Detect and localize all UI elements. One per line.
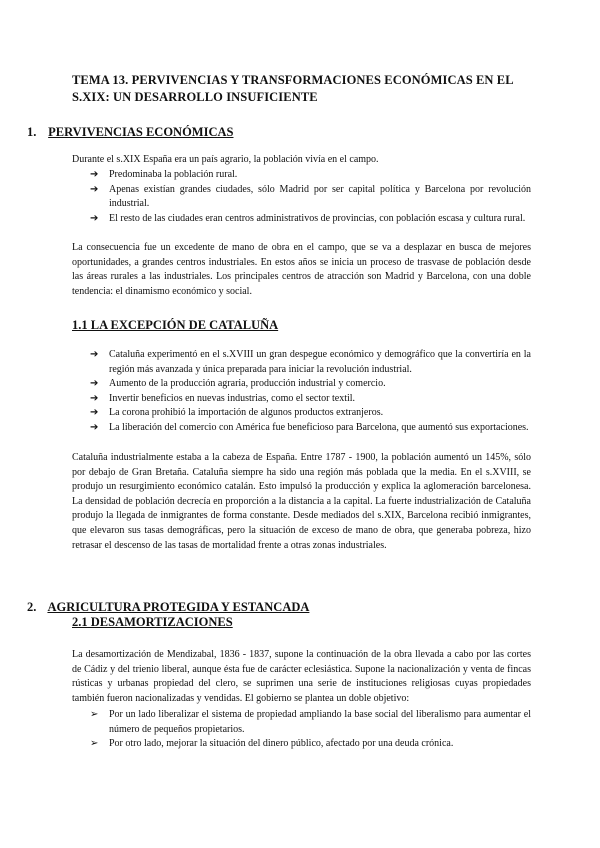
section-1-bullet-list xyxy=(90,168,531,226)
subsection-1-1-bullet-list xyxy=(90,348,531,436)
chevron-bullet-icon: ➢ xyxy=(90,709,99,720)
subsection-2-1-paragraph: La desamortización de Mendizabal, 1836 - 1837, supone la continuación de la obra llevada a cabo por las cortes de Cádiz y del trienio liberal, aunque ésta fue de carácter eclesiástica. Supone la nacionalización y venta de fincas rústicas y urbanas propiedad del clero, se suprimen una serie de instituciones religiosas cuyas propiedades también fueron nacionalizadas y vendidas. El gobierno se plantea un doble objetivo: xyxy=(72,649,531,704)
list-item: ➔ El resto de las ciudades eran centros administrativos de provincias, con población escasa y cultura rural. xyxy=(90,212,531,227)
subsection-2-1-bullet-list xyxy=(90,708,531,752)
arrow-bullet-icon: ➔ xyxy=(90,378,99,390)
section-2-heading xyxy=(27,599,309,615)
list-item: ➔ La corona prohibió la importación de algunos productos extranjeros. xyxy=(90,406,531,421)
arrow-bullet-icon: ➔ xyxy=(90,392,99,404)
list-item: ➔ Invertir beneficios en nuevas industrias, como el sector textil. xyxy=(90,392,531,407)
chevron-bullet-icon: ➢ xyxy=(90,738,99,750)
arrow-bullet-icon: ➔ xyxy=(90,349,99,360)
section-1-paragraph: La consecuencia fue un excedente de mano de obra en el campo, que se va a desplazar en busca de mejores oportunidades, a grandes centros industriales. En estos años se inicia un proceso de trasvase de población desde las áreas rurales a las industriales. Los principales centros de atracción son Madrid y Barcelona, con una doble tendencia: el dinamismo económico y social. xyxy=(72,242,531,297)
section-1-number: 1. xyxy=(27,125,37,139)
subsection-1-1-heading: 1.1 LA EXCEPCIÓN DE CATALUÑA xyxy=(72,318,279,332)
section-1-intro: Durante el s.XIX España era un país agrario, la población vivía en el campo. xyxy=(72,154,379,165)
section-2-number: 2. xyxy=(27,600,37,614)
subsection-1-1-paragraph: Cataluña industrialmente estaba a la cabeza de España. Entre 1787 - 1900, la población aumentó un 145%, sólo por debajo de Gran Bretaña. Cataluña siempre ha sido una región más poblada que la media. En el s.XVIII, se produjo un resurgimiento económico catalán. Esto impulsó la producción y explica la aglomeración barcelonesa. La densidad de población decrecía en proporción a la distancia a la capital. La fuerte industrialización de Cataluña produjo la llegada de inmigrantes de forma constante. Desde mediados del s.XIX, Barcelona recibió inmigrantes, que elevaron sus tasas demográficas, pero la situación de exceso de mano de obra, que generaba pobreza, hizo retrasar el descenso de las tasas de mortalidad frente a otras zonas industriales. xyxy=(72,452,531,551)
list-item: ➔ La liberación del comercio con América fue beneficioso para Barcelona, que aumentó sus exportaciones. xyxy=(90,421,531,436)
arrow-bullet-icon: ➔ xyxy=(90,407,99,419)
list-item: ➔ Apenas existían grandes ciudades, sólo Madrid por ser capital política y Barcelona por revolución industrial. xyxy=(90,183,531,210)
list-item: ➢ Por un lado liberalizar el sistema de propiedad ampliando la base social del liberalismo para aumentar el número de pequeños propietarios. xyxy=(90,709,531,735)
list-item: ➢ Por otro lado, mejorar la situación del dinero público, afectado por una deuda crónica. xyxy=(90,737,531,752)
section-1-heading xyxy=(27,124,233,140)
arrow-bullet-icon: ➔ xyxy=(90,421,99,433)
section-1-title: PERVIVENCIAS ECONÓMICAS xyxy=(48,125,234,139)
list-item: ➔ Cataluña experimentó en el s.XVIII un gran despegue económico y demográfico que la convertiría en la región más avanzada y única preparada para iniciar la revolución industrial. xyxy=(90,349,531,375)
list-item: ➔ Aumento de la producción agraria, producción industrial y comercio. xyxy=(90,377,531,392)
arrow-bullet-icon: ➔ xyxy=(90,212,99,224)
list-item: ➔ Predominaba la población rural. xyxy=(90,168,531,183)
arrow-bullet-icon: ➔ xyxy=(90,183,99,195)
arrow-bullet-icon: ➔ xyxy=(90,169,99,180)
section-2-title: AGRICULTURA PROTEGIDA Y ESTANCADA xyxy=(47,600,310,614)
subsection-2-1-heading: 2.1 DESAMORTIZACIONES xyxy=(72,615,233,629)
document-title: TEMA 13. PERVIVENCIAS Y TRANSFORMACIONES ECONÓMICAS EN EL S.XIX: UN DESARROLLO INSUFICIENTE xyxy=(72,73,513,104)
